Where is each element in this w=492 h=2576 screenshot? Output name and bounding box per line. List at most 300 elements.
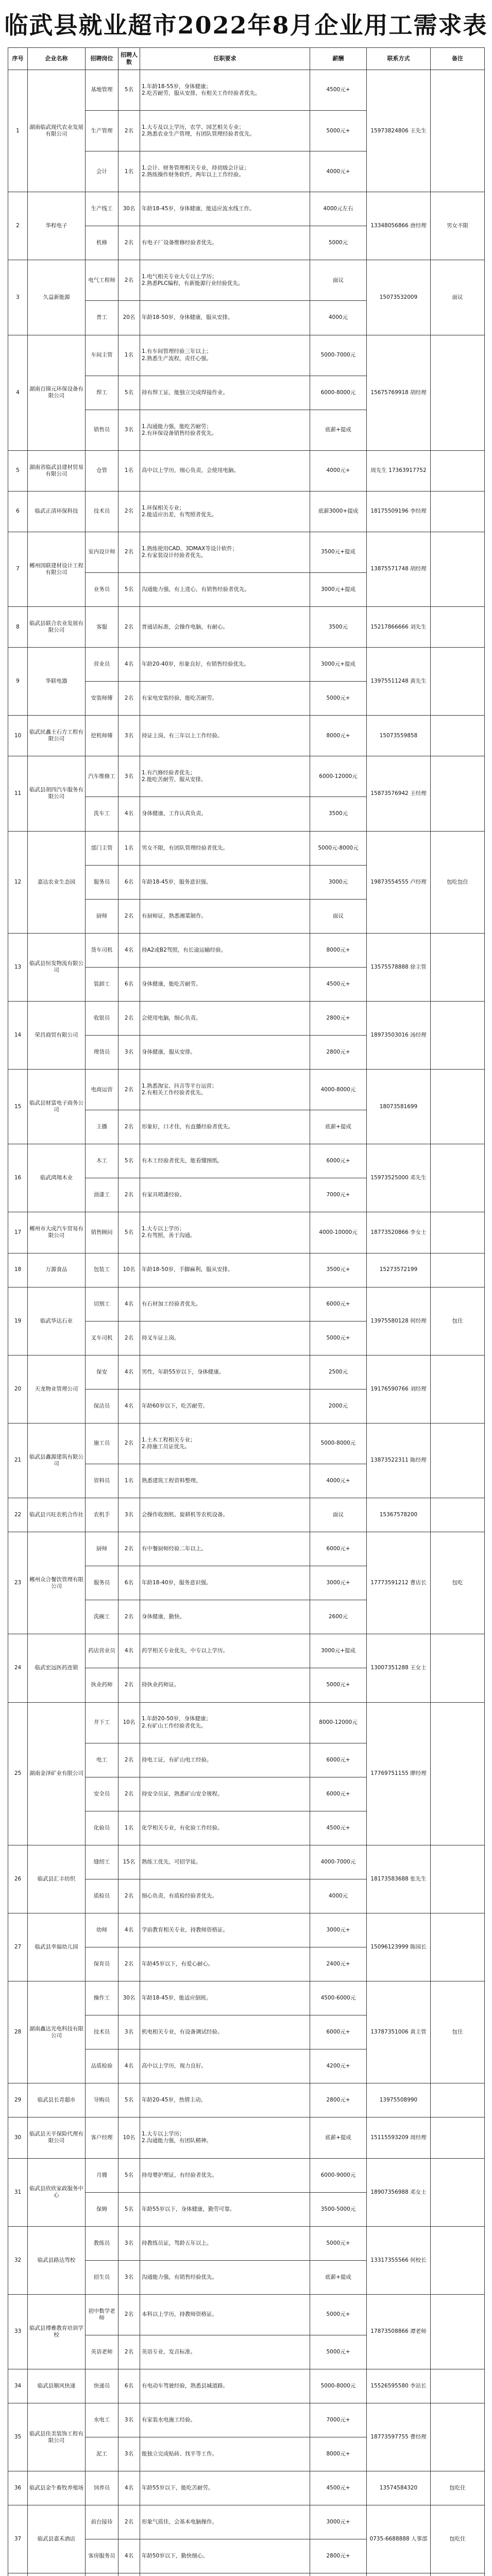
table-row [8,2226,485,2260]
job-headcount: 2名 [118,682,140,716]
job-headcount: 2名 [118,1668,140,1702]
job-position: 切割工 [86,1287,118,1321]
company-name: 荣昌商贸有限公司 [28,1001,86,1069]
job-headcount: 3名 [118,2403,140,2437]
requirement-line: 身体健康，服从安排。 [142,1049,196,1055]
contact-info: 18907356988 邓女士 [367,2158,431,2226]
job-position: 导购员 [86,2083,118,2117]
job-requirements [140,335,310,376]
job-headcount: 4名 [118,1355,140,1389]
requirement-line: 持教练员证，驾龄五年以上。 [142,2240,212,2246]
job-salary: 2800元+ [310,2539,367,2573]
header-note: 备注 [431,48,485,70]
job-headcount: 6名 [118,967,140,1001]
company-name: 临武县兴旺农机合作社 [28,1498,86,1532]
job-position: 包装工 [86,1253,118,1287]
contact-info: 18773520866 李女士 [367,1212,431,1253]
job-position: 电商运营 [86,1070,118,1110]
job-headcount: 5名 [118,1212,140,1253]
remark [431,491,485,532]
job-salary: 6000元+ [310,1777,367,1811]
contact-info [367,2573,431,2576]
requirement-line: 2.能适应出差，有驾照者优先。 [142,511,217,518]
contact-info: 15073559858 [367,716,431,756]
job-requirements [140,1702,310,1743]
contact-info: 18973503016 汤经理 [367,1001,431,1069]
job-headcount: 4名 [118,648,140,682]
job-requirements [140,1845,310,1879]
requirement-line: 持母婴护理证，有经验者优先。 [142,2172,217,2178]
job-salary: 2800元+ [310,2083,367,2117]
job-requirements [140,2403,310,2437]
job-headcount: 4名 [118,1287,140,1321]
table-row [8,1144,485,1178]
job-position: 化验员 [86,1811,118,1845]
table-row [8,756,485,797]
table-row [8,1913,485,1947]
remark [431,450,485,491]
row-number: 21 [8,1423,28,1498]
job-requirements [140,1253,310,1287]
job-requirements [140,450,310,491]
job-headcount: 2名 [118,899,140,933]
remark [431,716,485,756]
job-headcount: 1名 [118,1464,140,1498]
job-headcount: 4名 [118,1634,140,1668]
job-headcount: 3名 [118,2015,140,2049]
contact-info: 15367578200 [367,1498,431,1532]
company-name: 万源食品 [28,1253,86,1287]
job-position: 教练员 [86,2226,118,2260]
remark [431,2369,485,2403]
row-number: 4 [8,335,28,450]
requirement-line: 身体健康，能吃苦耐劳。 [142,980,201,987]
requirement-line: 1.熟练使用CAD、3DMAX等设计软件； [142,545,238,552]
job-requirements [140,2226,310,2260]
contact-info: 15096123999 陈园长 [367,1913,431,1981]
job-position: 保洁员 [86,1389,118,1423]
requirement-line: 2.沟通能力强，有团队精神。 [142,2138,212,2144]
job-headcount: 3名 [118,2437,140,2471]
job-requirements [140,2117,310,2158]
remark [431,1845,485,1913]
table-row [8,450,485,491]
job-headcount: 30名 [118,192,140,226]
job-salary: 6000元+ [310,1743,367,1777]
row-number: 9 [8,648,28,716]
company-name: 湖南临武现代农业发展有限公司 [28,70,86,192]
job-headcount: 2名 [118,532,140,572]
company-name: 临武华达石业 [28,1287,86,1355]
table-row [8,2369,485,2403]
job-headcount: 30名 [118,1981,140,2015]
job-requirements [140,2539,310,2573]
job-salary: 5000元+ [310,1668,367,1702]
contact-info: 19873554555 卢经理 [367,831,431,933]
remark [431,1423,485,1498]
job-position: 油漆工 [86,1178,118,1212]
requirement-line: 2.有家装设计经验者优先。 [142,552,207,558]
remark: 男女不限 [431,192,485,260]
header-count: 招聘人数 [118,48,140,70]
company-name: 临武县路达驾校 [28,2226,86,2294]
requirement-line: 1.大专以上学历； [142,1226,185,1232]
job-headcount: 6名 [118,865,140,899]
remark [431,1212,485,1253]
job-position: 药店营业员 [86,1634,118,1668]
job-salary: 4500-6000元 [310,1981,367,2015]
job-salary: 6000元+ [310,1287,367,1321]
job-requirements [140,1634,310,1668]
job-headcount: 10名 [118,2117,140,2158]
requirement-line: 年龄18-45岁，身体健康，能适应流水线工作。 [142,206,255,212]
job-headcount: 3名 [118,410,140,450]
requirement-line: 会使用电脑，细心负责。 [142,1014,201,1021]
job-headcount: 2名 [118,1321,140,1355]
job-position: 收银员 [86,1001,118,1035]
header-position: 招聘岗位 [86,48,118,70]
row-number: 14 [8,1001,28,1069]
job-headcount: 1名 [118,450,140,491]
table-row [8,607,485,648]
company-name: 久益新能源 [28,260,86,335]
requirement-line: 本科以上学历，持教师资格证。 [142,2311,217,2318]
table-row [8,716,485,756]
row-number: 2 [8,192,28,260]
job-requirements [140,1913,310,1947]
requirement-line: 会操作收割机、旋耕机等农机设备。 [142,1512,228,1518]
row-number: 20 [8,1355,28,1423]
requirement-line: 有厨师证，熟悉湘菜制作。 [142,912,207,919]
job-position: 电工 [86,1743,118,1777]
job-headcount: 4名 [118,797,140,831]
requirement-line: 男女不限，有团队管理经验者优先。 [142,844,228,851]
job-headcount: 1名 [118,335,140,376]
job-position: 品质检验 [86,2049,118,2083]
job-position: 客户经理 [86,2117,118,2158]
requirement-line: 熟悉建筑工程资料整理。 [142,1477,201,1484]
job-position: 农机手 [86,1498,118,1532]
job-requirements [140,2335,310,2369]
table-header-row [8,48,485,70]
table-row [8,1702,485,1743]
job-position: 施工员 [86,1423,118,1464]
contact-info: 13975511248 黄先生 [367,648,431,716]
job-salary: 2400元+ [310,1947,367,1981]
job-salary: 5000-8000元 [310,2369,367,2403]
company-name: 华联电器 [28,648,86,716]
company-name: 临武民鑫土石方工程有限公司 [28,716,86,756]
company-name: 临武县天平保险代理有限公司 [28,2117,86,2158]
requirement-line: 1.年龄20-50岁，身体健康； [142,1716,212,1722]
job-salary: 2000元 [310,1389,367,1423]
job-requirements [140,2471,310,2505]
job-headcount: 2名 [118,1743,140,1777]
header-company: 企业名称 [28,48,86,70]
job-salary: 4200元+ [310,2049,367,2083]
contact-info: 13975580128 何经理 [367,1287,431,1355]
job-requirements [140,1743,310,1777]
table-row [8,70,485,111]
contact-info: 15526595580 李站长 [367,2369,431,2403]
company-name: 湖南百锦元环保设备有限公司 [28,335,86,450]
company-name: 临武鸿翔木业 [28,1144,86,1212]
row-number: 27 [8,1913,28,1981]
job-position: 厨师 [86,1532,118,1566]
job-requirements [140,111,310,151]
requirement-line: 有电子厂设备维修经验者优先。 [142,240,217,246]
requirement-line: 2.吃苦耐劳，服从安排，有相关工作经验者优先。 [142,90,261,97]
table-row [8,192,485,226]
requirement-line: 高中以上学历，细心负责，会使用电脑。 [142,467,239,474]
contact-info: 17873508866 谭老师 [367,2294,431,2369]
company-name: 郴州众合餐饮管理有限公司 [28,1532,86,1634]
requirement-line: 1.大专及以上学历，农学、园艺相关专业； [142,124,245,130]
company-name: 临武宏远医药连锁 [28,1634,86,1702]
job-salary: 5000元+ [310,1321,367,1355]
job-headcount: 5名 [118,573,140,607]
job-position: 前台接待 [86,2505,118,2539]
job-headcount: 4名 [118,2049,140,2083]
job-headcount: 2名 [118,1600,140,1634]
job-headcount: 2名 [118,1178,140,1212]
job-position: 操作工 [86,1981,118,2015]
job-salary: 面议 [310,260,367,301]
job-requirements [140,1321,310,1355]
remark [431,1913,485,1981]
requirement-line: 年龄18-40岁，服务意识强。 [142,1580,212,1586]
row-number: 15 [8,1070,28,1144]
table-row [8,1287,485,1321]
remark: 包住 [431,1287,485,1355]
requirement-line: 2.熟悉生产流程，责任心强。 [142,355,212,362]
table-row [8,2294,485,2335]
contact-info: 15973525000 邓先生 [367,1144,431,1212]
company-name: 临武县财富电子商务公司 [28,1070,86,1144]
job-requirements [140,1212,310,1253]
job-salary: 5000元+ [310,682,367,716]
company-name: 湖南鑫达光电科技有限公司 [28,1981,86,2083]
job-position: 业务员 [86,573,118,607]
job-position: 执业药师 [86,1668,118,1702]
remark [431,1634,485,1702]
job-requirements [140,192,310,226]
row-number: 37 [8,2505,28,2573]
contact-info: 18073581699 [367,1070,431,1144]
job-requirements [140,1036,310,1070]
table-row [8,831,485,865]
requirement-line: 持执业药师证。 [142,1682,180,1688]
job-requirements [140,2294,310,2335]
table-row [8,2083,485,2117]
job-salary: 8000-12000元 [310,1702,367,1743]
company-name: 郴州市大成汽车贸易有限公司 [28,1212,86,1253]
requirement-line: 2.熟悉农业生产管理，有团队管理经验者优先。 [142,131,256,138]
job-requirements [140,1777,310,1811]
job-salary: 底薪+提成 [310,2117,367,2158]
job-salary: 4000元+ [310,151,367,192]
job-salary: 2600元 [310,1600,367,1634]
job-position: 室内设计师 [86,532,118,572]
table-row [8,260,485,301]
job-salary: 6000-8000元 [310,376,367,410]
remark [431,2083,485,2117]
job-headcount: 1名 [118,831,140,865]
table-row [8,335,485,376]
row-number: 6 [8,491,28,532]
job-requirements [140,2083,310,2117]
table-row [8,648,485,682]
requirement-line: 化学相关专业，有化验工作经验。 [142,1824,223,1831]
job-requirements [140,1070,310,1110]
job-position: 幼师 [86,1913,118,1947]
requirement-line: 持安全员证，熟悉矿山安全规程。 [142,1790,223,1797]
remark [431,1355,485,1423]
job-headcount: 2名 [118,226,140,260]
job-headcount: 4名 [118,933,140,967]
row-number: 30 [8,2117,28,2158]
job-salary: 7000元+ [310,1178,367,1212]
job-headcount: 5名 [118,1144,140,1178]
remark [431,2573,485,2576]
job-position: 井下工 [86,1702,118,1743]
job-salary: 底薪+提成 [310,1110,367,1144]
contact-info: 15073532009 [367,260,431,335]
job-position: 普工 [86,301,118,335]
job-salary: 2800元+ [310,1001,367,1035]
job-requirements [140,1811,310,1845]
row-number: 18 [8,1253,28,1287]
remark [431,756,485,831]
job-salary: 5000元+ [310,2294,367,2335]
remark: 包吃住 [431,2471,485,2505]
job-position: 主播 [86,1110,118,1144]
job-requirements [140,756,310,797]
company-name: 临武县胡四汽车服务有限公司 [28,756,86,831]
requirement-line: 1.有车间管理经验三年以上； [142,348,212,355]
job-salary: 3500元 [310,607,367,648]
remark: 面议 [431,260,485,335]
job-headcount: 2名 [118,1777,140,1811]
job-requirements [140,865,310,899]
requirement-line: 2.熟悉PLC编程，有新能源行业经验优先。 [142,280,244,287]
job-headcount [118,2573,140,2576]
contact-info: 19176590766 刘经理 [367,1355,431,1423]
job-position: 焊工 [86,376,118,410]
table-body [8,70,485,2576]
row-number: 11 [8,756,28,831]
job-requirements [140,1178,310,1212]
contact-info: 15273572199 [367,1253,431,1287]
remark [431,1070,485,1144]
job-requirements [140,1001,310,1035]
requirement-line: 沟通能力强，有销售经验优先。 [142,2274,217,2280]
job-salary: 3500元+提成 [310,532,367,572]
job-salary: 4000元 [310,1879,367,1913]
row-number: 19 [8,1287,28,1355]
job-requirements [140,1355,310,1389]
requirement-line: 年龄18-45岁，能适应倒班。 [142,1995,212,2002]
job-requirements [140,70,310,111]
requirement-line: 2.有矿山工作经验者优先。 [142,1722,207,1729]
job-position: 英语老师 [86,2335,118,2369]
remark: 包住 [431,1981,485,2083]
requirement-line: 持证上岗，有三年以上工作经验。 [142,732,223,739]
job-position: 质检员 [86,1879,118,1913]
job-position: 快递员 [86,2369,118,2403]
table-row [8,1070,485,1110]
requirement-line: 2.能吃苦耐劳，服从安排。 [142,776,207,783]
job-requirements [140,260,310,301]
job-position: 挖机师傅 [86,716,118,756]
requirement-line: 能独立完成贴砖、找平等工作。 [142,2451,217,2458]
job-headcount: 4名 [118,2539,140,2573]
job-requirements [140,1566,310,1600]
company-name: 临武县恒发物流有限公司 [28,933,86,1001]
requirement-line: 有家具喷漆经验。 [142,1192,185,1198]
job-requirements [140,2192,310,2226]
table-row [8,1212,485,1253]
contact-info: 13787351006 黄主管 [367,1981,431,2083]
job-headcount: 10名 [118,1702,140,1743]
requirement-line: 1.有汽修经验者优先； [142,770,196,776]
table-row [8,2117,485,2158]
job-requirements [140,491,310,532]
job-headcount: 3名 [118,2226,140,2260]
job-position: 保育员 [86,1947,118,1981]
requirement-line: 年龄18-50岁，身体健康，服从安排。 [142,314,233,321]
job-requirements [140,682,310,716]
job-position: 车间主管 [86,335,118,376]
company-name: 临武县幸福幼儿园 [28,1913,86,1981]
job-position: 销售顾问 [86,1212,118,1253]
job-position: 初中数学老师 [86,2294,118,2335]
company-name: 郴州国联建材设计工程有限公司 [28,532,86,606]
requirement-line: 有木工经验者优先，能看懂图纸。 [142,1158,223,1164]
table-row [8,2505,485,2539]
job-salary: 4500元+ [310,1811,367,1845]
requirement-line: 有家装水电施工经验。 [142,2417,196,2424]
remark [431,2294,485,2369]
job-salary: 底薪+提成 [310,2260,367,2294]
requirement-line: 年龄55岁以下，身体健康，勤劳可靠。 [142,2206,235,2212]
company-name: 临武县长青超市 [28,2083,86,2117]
requirement-line: 1.电气相关专业大专以上学历； [142,274,217,280]
job-requirements [140,1389,310,1423]
job-position: 基地管理 [86,70,118,111]
job-salary: 3000元+提成 [310,573,367,607]
job-headcount: 2名 [118,491,140,532]
company-name [28,2573,86,2576]
job-headcount: 2名 [118,1070,140,1110]
job-requirements [140,933,310,967]
requirement-line: 熟练工优先，可招学徒。 [142,1858,201,1865]
job-requirements [140,2158,310,2192]
requirement-line: 1.会计、财务管理相关专业，持初级会计证； [142,165,250,172]
row-number: 34 [8,2369,28,2403]
job-salary: 5000元+ [310,111,367,151]
remark [431,2226,485,2294]
job-position: 销售员 [86,410,118,450]
requirement-line: 药学相关专业优先，中专以上学历。 [142,1648,228,1654]
table-row [8,2573,485,2576]
job-salary: 5000-7000元 [310,335,367,376]
row-number: 17 [8,1212,28,1253]
job-requirements [140,1981,310,2015]
job-headcount: 4名 [118,1389,140,1423]
job-salary: 4000-8000元 [310,1070,367,1110]
remark [431,2158,485,2226]
